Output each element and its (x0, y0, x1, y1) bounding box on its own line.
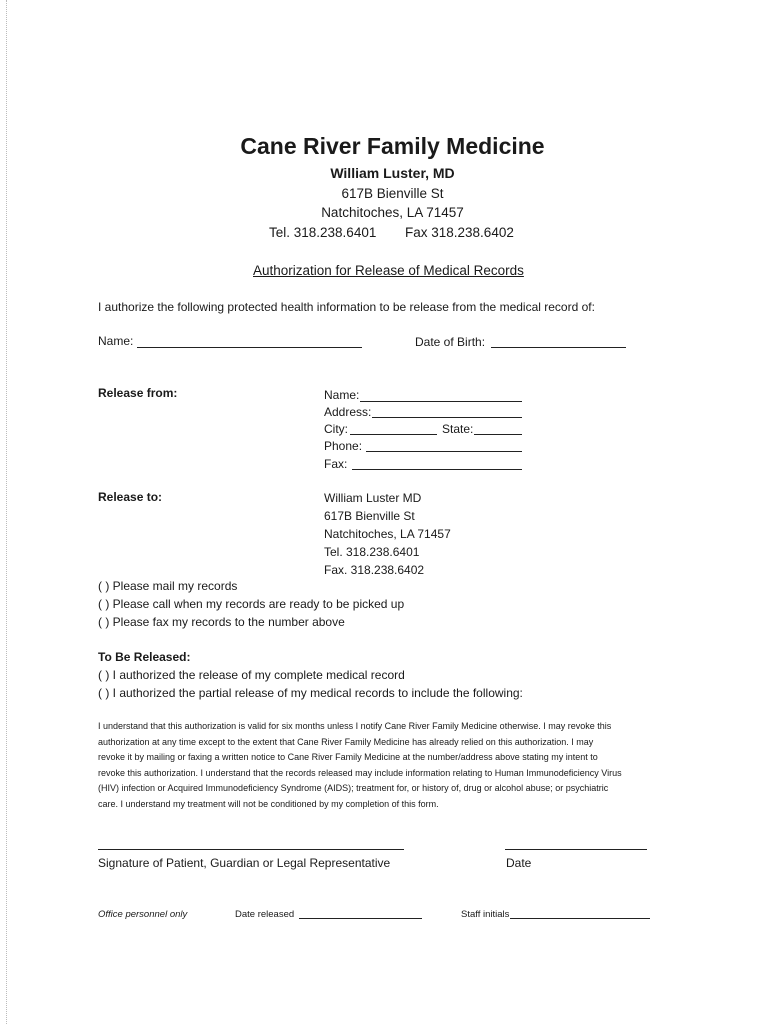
release-to-line: William Luster MD (324, 491, 422, 505)
date-released-label: Date released (235, 909, 295, 920)
practice-city-state: Natchitoches, LA 71457 (321, 205, 464, 220)
disclaimer-line: (HIV) infection or Acquired Immunodeficiency Syndrome (AIDS); treatment for, or history of, drug or alcohol abuse; or psychiatric (98, 783, 609, 793)
disclaimer-line: revoke this authorization. I understand that the records released may include information relating to Human Immunodeficiency Virus (98, 767, 622, 778)
release-from-phone-field[interactable] (366, 451, 522, 452)
to-be-released-label: To Be Released: (98, 650, 191, 664)
release-from-address-label: Address: (324, 405, 372, 419)
disclaimer-line: I understand that this authorization is valid for six months unless I notify Cane River Family Medicine otherwise. I may revoke this (98, 721, 612, 731)
release-from-label: Release from: (98, 386, 178, 400)
patient-name-field[interactable] (137, 347, 362, 348)
signature-date-field[interactable] (505, 849, 647, 850)
signature-field[interactable] (98, 849, 404, 850)
disclaimer-line: revoke it by mailing or faxing a written notice to Cane River Family Medicine at the number/address above stating my intent to (98, 752, 598, 762)
release-from-name-field[interactable] (360, 401, 522, 402)
delivery-option-fax[interactable]: ( ) Please fax my records to the number above (98, 615, 345, 629)
signature-date-label: Date (506, 856, 532, 870)
release-from-city-field[interactable] (350, 434, 437, 435)
signature-label: Signature of Patient, Guardian or Legal Representative (98, 856, 391, 870)
patient-name-label: Name: (98, 334, 134, 348)
disclaimer-line: care. I understand my treatment will not be conditioned by my completion of this form. (98, 798, 439, 809)
release-from-state-field[interactable] (474, 434, 522, 435)
release-to-label: Release to: (98, 490, 163, 504)
delivery-option-call[interactable]: ( ) Please call when my records are ready to be picked up (98, 597, 405, 611)
delivery-option-mail[interactable]: ( ) Please mail my records (98, 579, 238, 593)
doctor-name: William Luster, MD (330, 165, 455, 181)
release-to-line: Natchitoches, LA 71457 (324, 527, 451, 541)
dob-field[interactable] (491, 347, 626, 348)
staff-initials-field[interactable] (510, 918, 650, 919)
release-to-line: Tel. 318.238.6401 (324, 545, 420, 559)
release-option-partial[interactable]: ( ) I authorized the partial release of my medical records to include the following: (98, 686, 523, 700)
practice-tel: Tel. 318.238.6401 (269, 225, 377, 240)
office-personnel-label: Office personnel only (98, 909, 188, 920)
release-from-name-label: Name: (324, 388, 360, 402)
intro-text: I authorize the following protected health information to be release from the medical record of: (98, 300, 595, 314)
practice-fax: Fax 318.238.6402 (405, 225, 514, 240)
release-from-city-label: City: (324, 422, 348, 436)
practice-street: 617B Bienville St (341, 186, 444, 201)
release-to-line: 617B Bienville St (324, 509, 415, 523)
disclaimer-line: authorization at any time except to the extent that Cane River Family Medicine has already relied on this authorization. I may (98, 736, 594, 747)
date-released-field[interactable] (299, 918, 422, 919)
release-from-fax-label: Fax: (324, 457, 348, 471)
release-from-address-field[interactable] (372, 417, 522, 418)
release-to-line: Fax. 318.238.6402 (324, 563, 425, 577)
form-heading: Authorization for Release of Medical Records (253, 263, 524, 278)
practice-name: Cane River Family Medicine (240, 133, 545, 159)
release-option-complete[interactable]: ( ) I authorized the release of my complete medical record (98, 668, 405, 682)
release-from-state-label: State: (442, 422, 474, 436)
release-from-phone-label: Phone: (324, 439, 363, 453)
staff-initials-label: Staff initials (461, 909, 510, 920)
dob-label: Date of Birth: (415, 335, 486, 349)
release-from-fax-field[interactable] (352, 469, 522, 470)
